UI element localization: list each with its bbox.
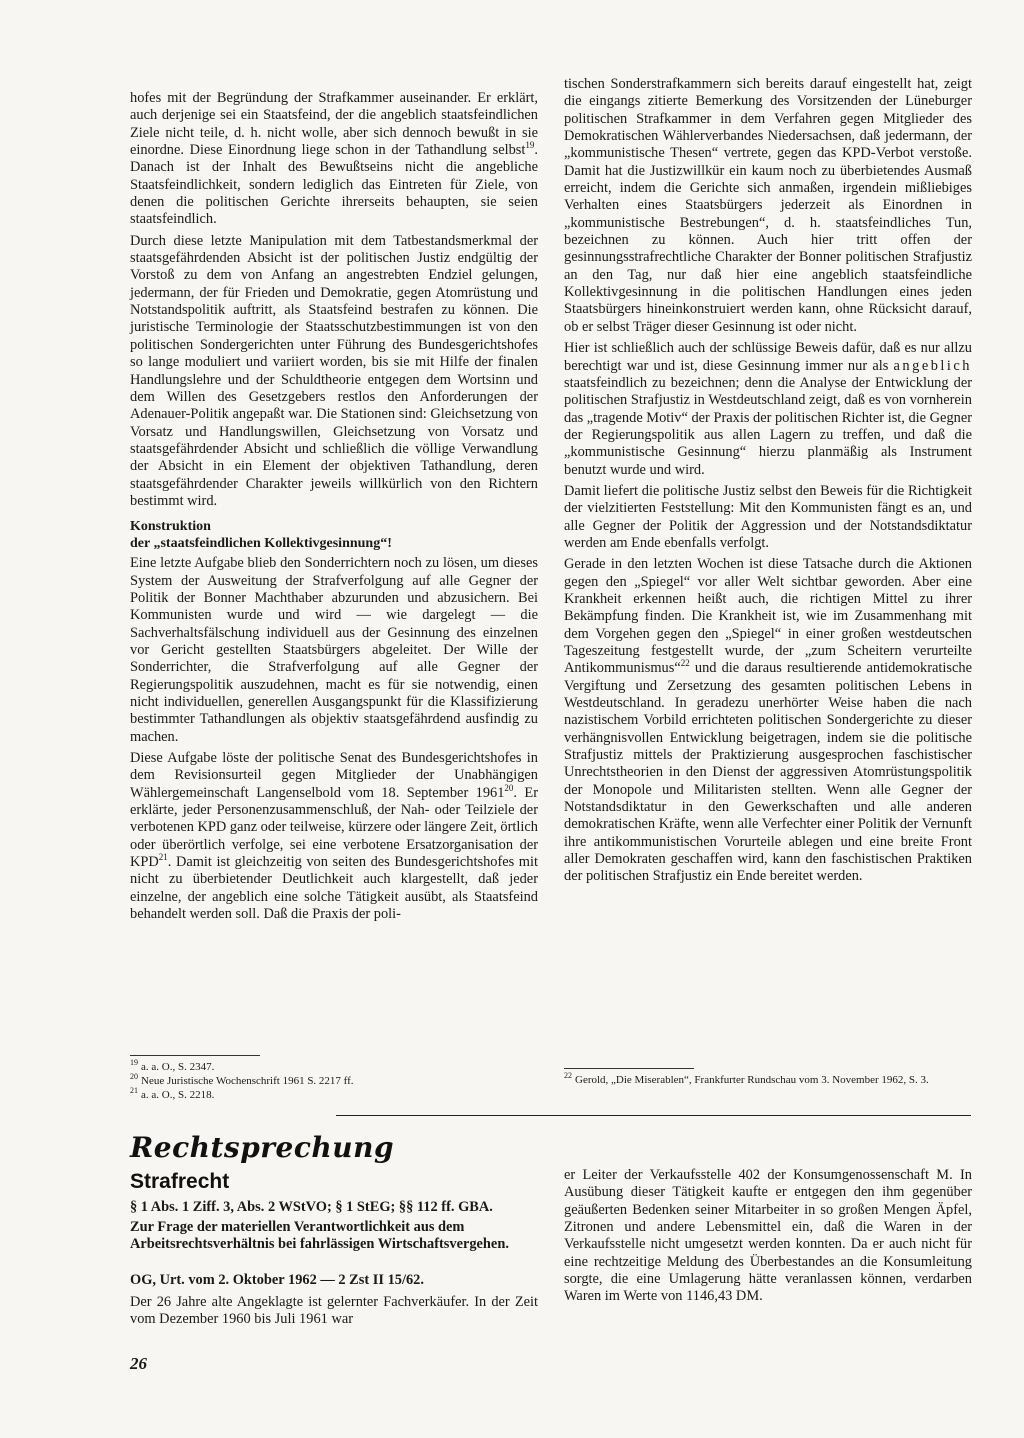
footnote-ref[interactable]: 20	[504, 782, 514, 793]
paragraph: Hier ist schließlich auch der schlüssige Beweis dafür, daß es nur allzu berechtigt war und ist, diese Gesinnung immer nur als angeblich staatsfeindlich zu bezeichnen; denn die Analyse der Entwicklung der politischen Strafjustiz in Westdeutschland zeigt, daß es von vornherein das „tragende Motiv“ der Praxis der politischen Richter ist, die Gegner der Regierungspolitik aus allen Lagern zu treffen, und daß die „kommunistische Gesinnung“ hierzu planmäßig als Instrument benutzt wurde und wird.	[564, 340, 973, 478]
footnote-ref[interactable]: 21	[158, 852, 168, 863]
court-citation: OG, Urt. vom 2. Oktober 1962 — 2 Zst II 15/62.	[130, 1272, 424, 1288]
paragraph: er Leiter der Verkaufsstelle 402 der Konsumgenossenschaft M. In Ausübung dieser Tätigkeit kaufte er entgegen den ihm gegenüber geäußerten Bedenken seiner Mitarbeiter in so großen Mengen Äpfel, Zitronen und andere Lebensmittel ein, daß die Waren in der Verkaufsstelle nicht umgesetzt werden konnten. Da er auch nicht für eine rechtzeitige Meldung des Überbestandes an die Konsumleitung sorgte, die eine Umlagerung hätte veranlassen können, verdarben Waren im Werte von 1146,43 DM.	[564, 1167, 972, 1305]
paragraph: Diese Aufgabe löste der politische Senat des Bundesgerichtshofes in dem Revisionsurteil gegen Mitglieder der Unabhängigen Wählergemeinschaft Langenselbold vom 18. September 1961$^{20}$. Er erklärte, jeder Personenzusammenschluß, der Nah- oder Teilziele der verbotenen KPD ganz oder teilweise, kürzere oder längere Zeit, örtlich oder überörtlich verfolge, sei eine verbotene Ersatzorganisation der KPD$^{21}$. Damit ist gleichzeitig von seiten des Bundesgerichtshofes mit nicht zu überbietender Deutlichkeit auch klargestellt, daß jeder einzelne, der angeblich eine solche Tätigkeit ausübt, als Staatsfeind behandelt werden soll. Daß die Praxis der poli-	[130, 750, 539, 923]
footnote: $^{20}$ Neue Juristische Wochenschrift 1961 S. 2217 ff.	[130, 1072, 354, 1087]
paragraph: hofes mit der Begründung der Strafkammer auseinander. Er erklärt, auch derjenige sei ein Staatsfeind, der die angeblich staatsfeindlichen Ziele nicht teile, d. h. nicht wolle, aber sich dennoch bewußt in sie einordne. Diese Einordnung liege schon in der Tathandlung selbst$^{19}$. Danach ist der Inhalt des Bewußtseins nicht die angebliche Staatsfeindlichkeit, sondern lediglich das Eintreten für Ziele, von denen die politischen Gerichte ihrerseits behaupten, sie seien staatsfeindlich.	[130, 90, 538, 228]
footnotes-left	[130, 1060, 538, 1102]
lower-left-column	[130, 1294, 538, 1333]
right-column	[564, 76, 972, 890]
footnote: $^{19}$ a. a. O., S. 2347.	[130, 1058, 215, 1073]
footnotes-right	[564, 1073, 972, 1087]
footnote-ref[interactable]: 22	[680, 658, 690, 669]
paragraph: Eine letzte Aufgabe blieb den Sonderrichtern noch zu lösen, um dieses System der Ausweitung der Strafverfolgung auf alle Gegner der Politik der Bonner Machthaber abzurunden und abzusichern. Bei Kommunisten wurde und wird — wie dargelegt — die Sachverhaltsfälschung individuell aus der Gesinnung des einzelnen vor Gericht gestellten Staatsbürgers abgeleitet. Der Wille der Sonderrichter, die Strafverfolgung auf alle Gegner der Regierungspolitik auszudehnen, macht es für sie notwendig, einen nicht individuellen, generellen Ausgangspunkt für die Klassifizierung bestimmter Tathandlungen als objektiv staatsgefährdend ausfindig zu machen.	[130, 555, 538, 745]
footnote: $^{22}$ Gerold, „Die Miserablen“, Frankfurter Rundschau vom 3. November 1962, S. 3.	[564, 1071, 929, 1086]
section-title-strafrecht: Strafrecht	[130, 1170, 230, 1193]
section-divider	[336, 1115, 971, 1116]
paragraph: Gerade in den letzten Wochen ist diese Tatsache durch die Aktionen gegen den „Spiegel“ vor aller Welt sichtbar geworden. Aber eine Krankheit erkennen heißt auch, die richtigen Mittel zu ihrer Bekämpfung finden. Die Krankheit ist, wie im Zusammenhang mit dem Vorgehen gegen den „Spiegel“ in einer großen westdeutschen Tageszeitung festgestellt wurde, der „zum Scheitern verurteilte Antikommunismus“$^{22}$ und die daraus resultierende antidemokratische Vergiftung und Zersetzung des gesamten politischen Lebens in Westdeutschland. In geradezu unerhörter Weise haben die nach nazistischem Vorbild errichteten politischen Sondergerichte zu dieser verhängnisvollen Entwicklung beigetragen, indem sie die politische Strafjustiz mittels der Praktizierung ausgesprochen faschistischer Unrechtstheorien in den Dienst der aggressiven Atomrüstungspolitik der Monopole und Militaristen stellten. Wenn alle Gegner der Notstandsdiktatur in den Gewerkschaften und alle anderen demokratischen Kräfte, wenn alle Verfechter einer Politik der Vernunft ihre antikommunistischen Vorurteile ablegen und eine breite Front aller Demokraten geschaffen wird, kann den faschistischen Praktiken der politischen Strafjustiz ein Ende bereitet werden.	[564, 556, 972, 885]
footnote-ref[interactable]: 19	[525, 140, 535, 151]
paragraph: Durch diese letzte Manipulation mit dem Tatbestandsmerkmal der staatsgefährdenden Absicht ist der politischen Justiz endgültig der Vorstoß zu dem von Anfang an angestrebten Endziel gelungen, jedermann, der für Frieden und Demokratie, gegen Atomrüstung und Notstandspolitik auftritt, als Staatsfeind bestrafen zu können. Die juristische Terminologie der Staatsschutzbestimmungen ist von den politischen Sondergerichten unter Führung des Bundesgerichtshofes so lange moduliert und variiert worden, bis sie mit Hilfe der finalen Handlungslehre und der Schuldtheorie entgegen dem Wortsinn und dem Willen des Gesetzgebers restlos den Anforderungen der Adenauer-Politik angepaßt war. Die Stationen sind: Gleichsetzung von Vorsatz und Handlungswillen, Gleichsetzung von Vorsatz und staatsgefährdender Absicht und schließlich die völlige Verwandlung der Absicht in ein Element der objektiven Tathandlung, deren staatsgefährdender Charakter jeweils willkürlich von den Richtern bestimmt wird.	[130, 232, 538, 509]
law-reference: § 1 Abs. 1 Ziff. 3, Abs. 2 WStVO; § 1 StEG; §§ 112 ff. GBA.	[130, 1199, 493, 1215]
question-heading: Zur Frage der materiellen Verantwortlichkeit aus dem Arbeitsrechtsverhältnis bei fahrlässigen Wirtschaftsvergehen.	[130, 1219, 509, 1253]
footnote-divider	[130, 1055, 260, 1056]
footnote: $^{21}$ a. a. O., S. 2218.	[130, 1086, 215, 1101]
page-number: 26	[130, 1354, 147, 1373]
paragraph: tischen Sonderstrafkammern sich bereits darauf eingestellt hat, zeigt die eingangs zitierte Bemerkung des Vorsitzenden der Lüneburger politischen Strafkammer in dem Verfahren gegen Mitglieder des Demokratischen Wählerverbandes Niedersachsen, daß jedermann, der „kommunistische Thesen“ vertrete, gegen das KPD-Verbot verstoße. Damit hat die Justizwillkür ein kaum noch zu überbietendes Ausmaß erreicht, indem die Gerichte sich anmaßen, irgendein mißliebiges Verhalten eines Staatsbürgers jederzeit als Einordnen in „kommunistische Bestrebungen“, d. h. staatsfeindliches Tun, bezeichnen zu können. Auch hier tritt offen der gesinnungsstrafrechtliche Charakter der Bonner politischen Strafjustiz an den Tag, nur daß hier eine angeblich staatsfeindliche Kollektivgesinnung in die politischen Handlungen eines jeden Staatsbürgers hineinkonstruiert werden kann, ohne Rücksicht darauf, ob er selbst Träger dieser Gesinnung ist oder nicht.	[564, 76, 972, 335]
subheading: Konstruktion der „staatsfeindlichen Kollektivgesinnung“!	[130, 519, 392, 552]
footnote-divider	[564, 1068, 694, 1069]
lower-right-column	[564, 1167, 972, 1310]
left-column	[130, 90, 538, 927]
paragraph: Damit liefert die politische Justiz selbst den Beweis für die Richtigkeit der vielzitierten Feststellung: Mit den Kommunisten fängt es an, und alle Gegner der Politik der Aggression und der Notstandsdiktatur werden am Ende ebenfalls verfolgt.	[564, 482, 972, 551]
paragraph: Der 26 Jahre alte Angeklagte ist gelernter Fachverkäufer. In der Zeit vom Dezember 1960 bis Juli 1961 war	[130, 1294, 538, 1328]
section-title-rechtsprechung: Rechtsprechung	[130, 1131, 395, 1164]
